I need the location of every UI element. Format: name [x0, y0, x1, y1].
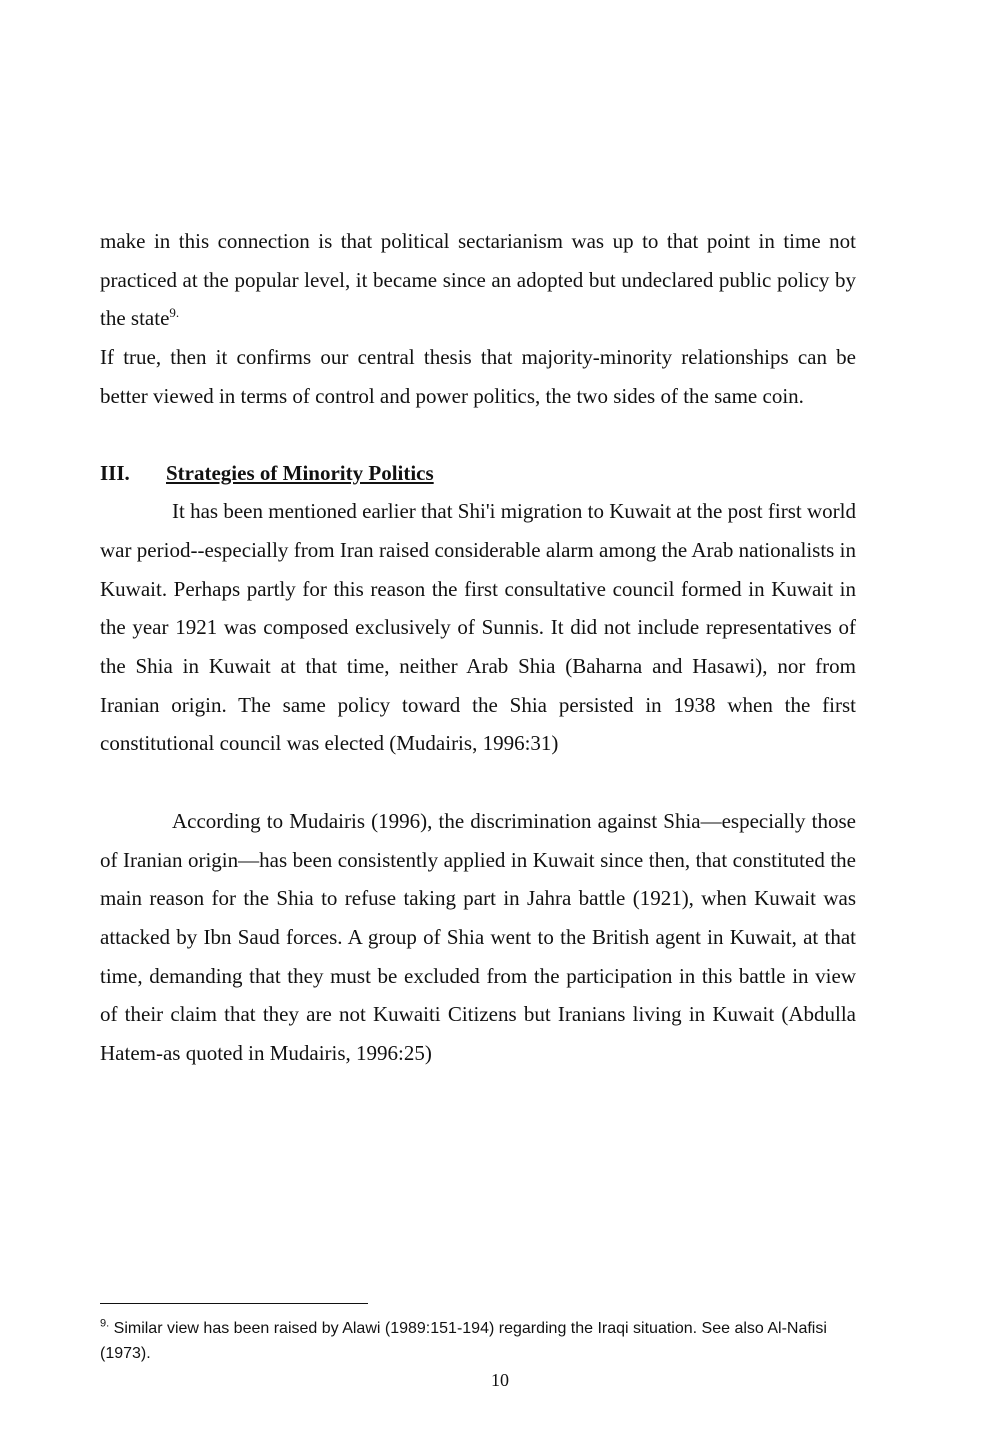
section-number: III.: [100, 460, 130, 485]
section-heading: [100, 454, 856, 493]
page-number: 10: [491, 1370, 509, 1390]
paragraph-2: If true, then it confirms our central thesis that majority-minority relationships can be better viewed in terms of control and power politics, the two sides of the same coin.: [100, 345, 856, 408]
paragraph-1: [100, 222, 856, 338]
footnote-text: Similar view has been raised by Alawi (1989:151-194) regarding the Iraqi situation. See also Al-Nafisi (1973).: [100, 1320, 827, 1362]
section-title: Strategies of Minority Politics: [166, 460, 434, 485]
footnote-reference: 9.: [169, 305, 180, 321]
paragraph-4: According to Mudairis (1996), the discrimination against Shia—especially those of Iranian origin—has been consistently applied in Kuwait since then, that constituted the main reason for the Shia to refuse taking part in Jahra battle (1921), when Kuwait was attacked by Ibn Saud forces. A group of Shia went to the British agent in Kuwait, at that time, demanding that they must be excluded from the participation in this battle in view of their claim that they are not Kuwaiti Citizens but Iranians living in Kuwait (Abdulla Hatem-as quoted in Mudairis, 1996:25): [100, 808, 856, 1066]
footnote-divider: [100, 1303, 368, 1304]
paragraph-3: It has been mentioned earlier that Shi'i migration to Kuwait at the post first world war period--especially from Iran raised considerable alarm among the Arab nationalists in Kuwait. Perhaps partly for this reason the first consultative council formed in Kuwait in the year 1921 was composed exclusively of Sunnis. It did not include representatives of the Shia in Kuwait at that time, neither Arab Shia (Baharna and Hasawi), nor from Iranian origin. The same policy toward the Shia persisted in 1938 when the first constitutional council was elected (Mudairis, 1996:31): [100, 499, 856, 756]
footnote-marker: 9.: [100, 1317, 110, 1330]
paragraph-1-text: make in this connection is that political sectarianism was up to that point in time not practiced at the popular level, it became since an adopted but undeclared public policy by the state: [100, 229, 856, 331]
page-body: [100, 222, 856, 1073]
footnote: [100, 1316, 856, 1366]
